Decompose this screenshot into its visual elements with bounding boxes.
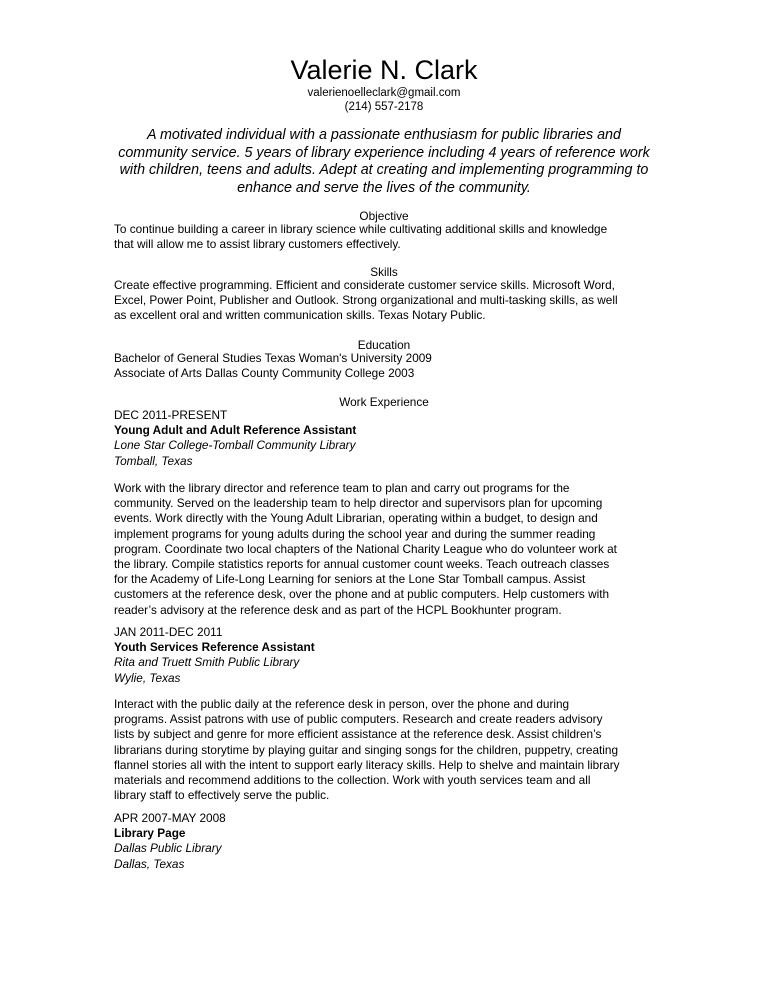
job-description-line: community. Served on the leadership team to help director and supervisors plan for upcoming	[114, 496, 603, 511]
objective-line: To continue building a career in library science while cultivating additional skills and knowledge	[114, 222, 608, 236]
job-description-line: the library. Compile statistics reports for annual customer count weeks. Teach outreach classes	[114, 557, 610, 572]
job-description-line: librarians during storytime by playing guitar and singing songs for the children, puppetry, creating	[114, 742, 619, 757]
job-employer: Rita and Truett Smith Public Library	[114, 655, 300, 670]
job-location: Wylie, Texas	[114, 670, 181, 685]
objective-line: that will allow me to assist library customers effectively.	[114, 237, 401, 252]
work-experience-heading: Work Experience	[339, 395, 429, 409]
job-header	[114, 408, 659, 469]
job-title: Library Page	[114, 826, 186, 841]
job-description	[114, 697, 654, 803]
job-location: Tomball, Texas	[114, 453, 193, 468]
education-list	[114, 351, 659, 381]
email-address: valerienoelleclark@gmail.com	[307, 87, 461, 99]
education-entry: Associate of Arts Dallas County Community College 2003	[114, 366, 415, 381]
skills-line: Excel, Power Point, Publisher and Outlook. Strong organizational and multi-tasking skills, as well	[114, 293, 618, 308]
skills-text	[114, 278, 659, 324]
education-entry: Bachelor of General Studies Texas Woman's University 2009	[114, 351, 432, 365]
summary-statement: A motivated individual with a passionate enthusiasm for public libraries and community service. 5 years of library experience including 4 years of reference work with children, teens and adults. Adept at creating and implementing programming to enhance and serve the lives of the community.	[118, 127, 650, 196]
job-description-line: Work with the library director and reference team to plan and carry out programs for the	[114, 481, 570, 495]
education-heading: Education	[357, 338, 411, 352]
skills-line: as excellent oral and written communication skills. Texas Notary Public.	[114, 308, 486, 323]
job-title: Young Adult and Adult Reference Assistant	[114, 423, 357, 438]
job-header	[114, 811, 659, 872]
job-title: Youth Services Reference Assistant	[114, 640, 315, 655]
job-employer: Lone Star College-Tomball Community Library	[114, 438, 356, 453]
job-description-line: lists by subject and genre for more efficient assistance at the reference desk. Assist children’s	[114, 727, 602, 742]
skills-heading: Skills	[370, 265, 398, 279]
job-description-line: Interact with the public daily at the reference desk in person, over the phone and during	[114, 697, 570, 711]
job-dates: APR 2007-MAY 2008	[114, 811, 226, 825]
job-dates: DEC 2011-PRESENT	[114, 408, 228, 422]
job-dates: JAN 2011-DEC 2011	[114, 625, 223, 639]
candidate-name: Valerie N. Clark	[290, 55, 478, 85]
job-description-line: program. Coordinate two local chapters of the National Charity League who do volunteer work at	[114, 541, 617, 556]
job-description-line: programs. Assist patrons with use of public computers. Research and create readers advisory	[114, 712, 603, 727]
job-header	[114, 625, 659, 686]
job-description-line: library staff to effectively serve the public.	[114, 788, 330, 803]
job-description-line: implement programs for young adults during the school year and during the summer reading	[114, 526, 596, 541]
job-location: Dallas, Texas	[114, 856, 185, 871]
objective-text	[114, 222, 659, 252]
objective-heading: Objective	[359, 209, 409, 223]
job-description-line: materials and recommend additions to the collection. Work with youth services team and all	[114, 773, 591, 788]
job-description-line: for the Academy of Life-Long Learning for seniors at the Lone Star Tomball campus. Assist	[114, 572, 586, 587]
skills-line: Create effective programming. Efficient and considerate customer service skills. Microsoft Word,	[114, 278, 615, 292]
job-description-line: customers at the reference desk, over the phone and at public computers. Help customers with	[114, 587, 610, 602]
job-description	[114, 481, 654, 618]
job-description-line: flannel stories all with the intent to support early literacy skills. Help to shelve and maintain library	[114, 757, 620, 772]
job-employer: Dallas Public Library	[114, 841, 222, 856]
job-description-line: reader’s advisory at the reference desk and as part of the HCPL Bookhunter program.	[114, 602, 562, 617]
phone-number: (214) 557-2178	[344, 101, 424, 113]
job-description-line: events. Work directly with the Young Adult Librarian, operating within a budget, to design and	[114, 511, 598, 526]
